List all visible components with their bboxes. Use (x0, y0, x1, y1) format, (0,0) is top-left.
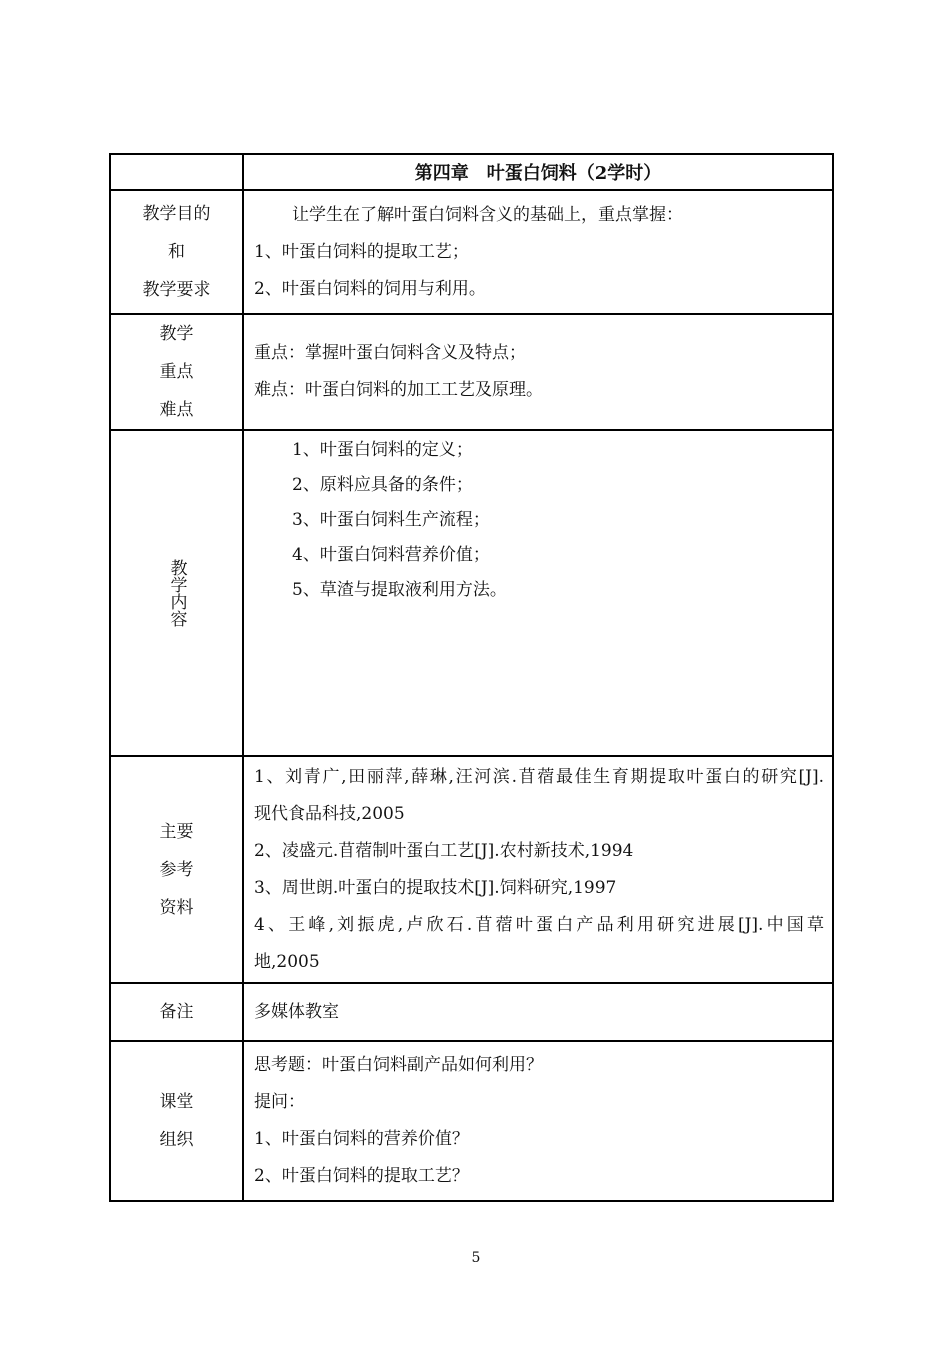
key-point-line-2: 难点：叶蛋白饲料的加工工艺及原理。 (254, 380, 543, 400)
key-points-row (110, 314, 833, 430)
key-points-label-line-1: 教学 (159, 324, 194, 344)
lesson-plan-table (109, 153, 834, 1202)
organization-line-2: 提问： (254, 1092, 305, 1112)
objectives-item-2: 2、叶蛋白饲料的饲用与利用。 (254, 278, 486, 299)
references-label-line-3: 资料 (159, 897, 194, 918)
notes-row (110, 983, 833, 1041)
objectives-item-1: 1、叶蛋白饲料的提取工艺； (254, 241, 469, 262)
objectives-row (110, 190, 833, 314)
references-content (243, 756, 833, 983)
objectives-label-line-1: 教学目的 (142, 204, 211, 224)
content-item-3: 3、叶蛋白饲料生产流程； (292, 510, 490, 530)
content-items (243, 430, 833, 756)
content-item-4: 4、叶蛋白饲料营养价值； (292, 545, 490, 565)
reference-1-line-1: 1、刘青广,田丽萍,薛琳,汪河滨.苜蓿最佳生育期提取叶蛋白的研究[J]. (254, 766, 824, 787)
content-item-1: 1、叶蛋白饲料的定义； (292, 440, 473, 460)
objectives-intro: 让学生在了解叶蛋白饲料含义的基础上，重点掌握： (292, 204, 683, 225)
objectives-label-line-3: 教学要求 (142, 280, 211, 300)
notes-label: 备注 (110, 983, 243, 1041)
key-points-label-line-2: 重点 (159, 362, 194, 382)
chapter-title: 第四章 叶蛋白饲料（2学时） (243, 154, 833, 190)
reference-4-line-1: 4、王峰,刘振虎,卢欣石.苜蓿叶蛋白产品利用研究进展[J].中国草 (254, 914, 824, 935)
key-points-label (110, 314, 243, 430)
content-row (110, 430, 833, 756)
organization-line-3: 1、叶蛋白饲料的营养价值？ (254, 1129, 469, 1149)
references-label-line-1: 主要 (159, 821, 194, 842)
objectives-label-line-2: 和 (168, 242, 185, 262)
organization-line-4: 2、叶蛋白饲料的提取工艺？ (254, 1166, 469, 1186)
references-row (110, 756, 833, 983)
page-number: 5 (471, 1250, 481, 1266)
objectives-label (110, 190, 243, 314)
key-points-label-line-3: 难点 (159, 400, 194, 420)
content-item-5: 5、草渣与提取液利用方法。 (292, 580, 507, 600)
notes-value: 多媒体教室 (243, 983, 833, 1041)
references-label (110, 756, 243, 983)
content-label-text: 教学内容 (166, 559, 187, 627)
reference-1-line-2: 现代食品科技,2005 (254, 803, 405, 824)
organization-label (110, 1041, 243, 1201)
objectives-content (243, 190, 833, 314)
organization-content (243, 1041, 833, 1201)
references-label-line-2: 参考 (159, 859, 194, 880)
reference-3: 3、周世朗.叶蛋白的提取技术[J].饲料研究,1997 (254, 877, 617, 898)
reference-4-line-2: 地,2005 (254, 951, 320, 972)
key-point-line-1: 重点：掌握叶蛋白饲料含义及特点； (254, 343, 526, 363)
organization-row (110, 1041, 833, 1201)
title-row-blank-cell (110, 154, 243, 190)
organization-label-line-2: 组织 (159, 1130, 194, 1150)
organization-line-1: 思考题：叶蛋白饲料副产品如何利用？ (254, 1055, 543, 1075)
content-item-2: 2、原料应具备的条件； (292, 475, 473, 495)
content-label (110, 430, 243, 756)
key-points-content (243, 314, 833, 430)
reference-2: 2、凌盛元.苜蓿制叶蛋白工艺[J].农村新技术,1994 (254, 840, 634, 861)
title-row (110, 154, 833, 190)
organization-label-line-1: 课堂 (159, 1092, 194, 1112)
